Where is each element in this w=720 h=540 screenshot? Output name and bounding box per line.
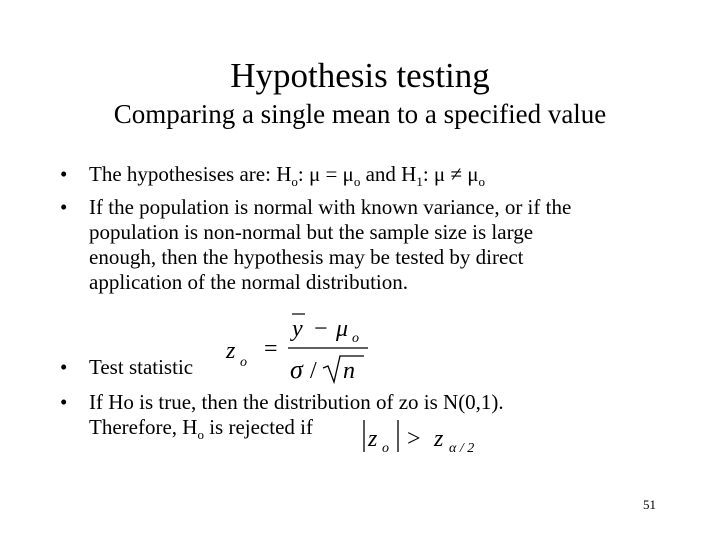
bullet-marker: • [60, 162, 68, 186]
subscript: o [291, 174, 298, 189]
formula-mu-subscript: o [352, 331, 359, 346]
formula-equals: = [264, 336, 278, 362]
rejection-formula [356, 416, 496, 456]
bullet-text [89, 195, 679, 295]
text-segment: Therefore, H [89, 415, 198, 439]
formula-z-critical: z [434, 426, 444, 452]
page-number: 51 [643, 497, 656, 512]
bullet-marker: • [60, 390, 68, 414]
text-line: application of the normal distribution. [89, 270, 409, 294]
formula-z-subscript: o [240, 355, 247, 370]
text-line: If Ho is true, then the distribution of zo is N(0,1). [89, 390, 504, 414]
formula-n: n [343, 358, 355, 384]
formula-z: z [226, 338, 236, 364]
text-line: enough, then the hypothesis may be tested by direct [89, 245, 524, 269]
text-segment: : μ ≠ μ [422, 162, 479, 186]
text-segment: : μ = μ [297, 162, 354, 186]
text-line: If the population is normal with known variance, or if the [89, 195, 572, 219]
slide-title: Hypothesis testing [230, 56, 490, 95]
formula-minus: − [314, 316, 328, 342]
test-statistic-formula [222, 310, 382, 386]
subscript: o [478, 174, 485, 189]
formula-greater-than: > [407, 426, 421, 452]
formula-z-subscript: o [382, 441, 389, 456]
text-segment: is rejected if [203, 415, 313, 439]
bullet-text: Test statistic [89, 355, 194, 379]
bullet-marker: • [60, 355, 68, 379]
formula-mu: μ [336, 316, 349, 342]
text-segment: The hypothesises are: H [89, 162, 292, 186]
bullet-text [89, 162, 679, 189]
text-line: population is non-normal but the sample size is large [89, 220, 534, 244]
text-segment: and H [360, 162, 417, 186]
formula-sigma: σ [290, 355, 303, 384]
subscript: 1 [416, 174, 423, 189]
bullet-marker: • [60, 195, 68, 219]
formula-y: y [292, 316, 303, 342]
formula-slash: / [310, 358, 317, 384]
formula-alpha-subscript: α / 2 [449, 441, 475, 456]
slide-subtitle: Comparing a single mean to a specified value [113, 99, 607, 129]
formula-z: z [368, 426, 378, 452]
subscript: o [353, 174, 361, 189]
subscript: o [197, 427, 204, 442]
